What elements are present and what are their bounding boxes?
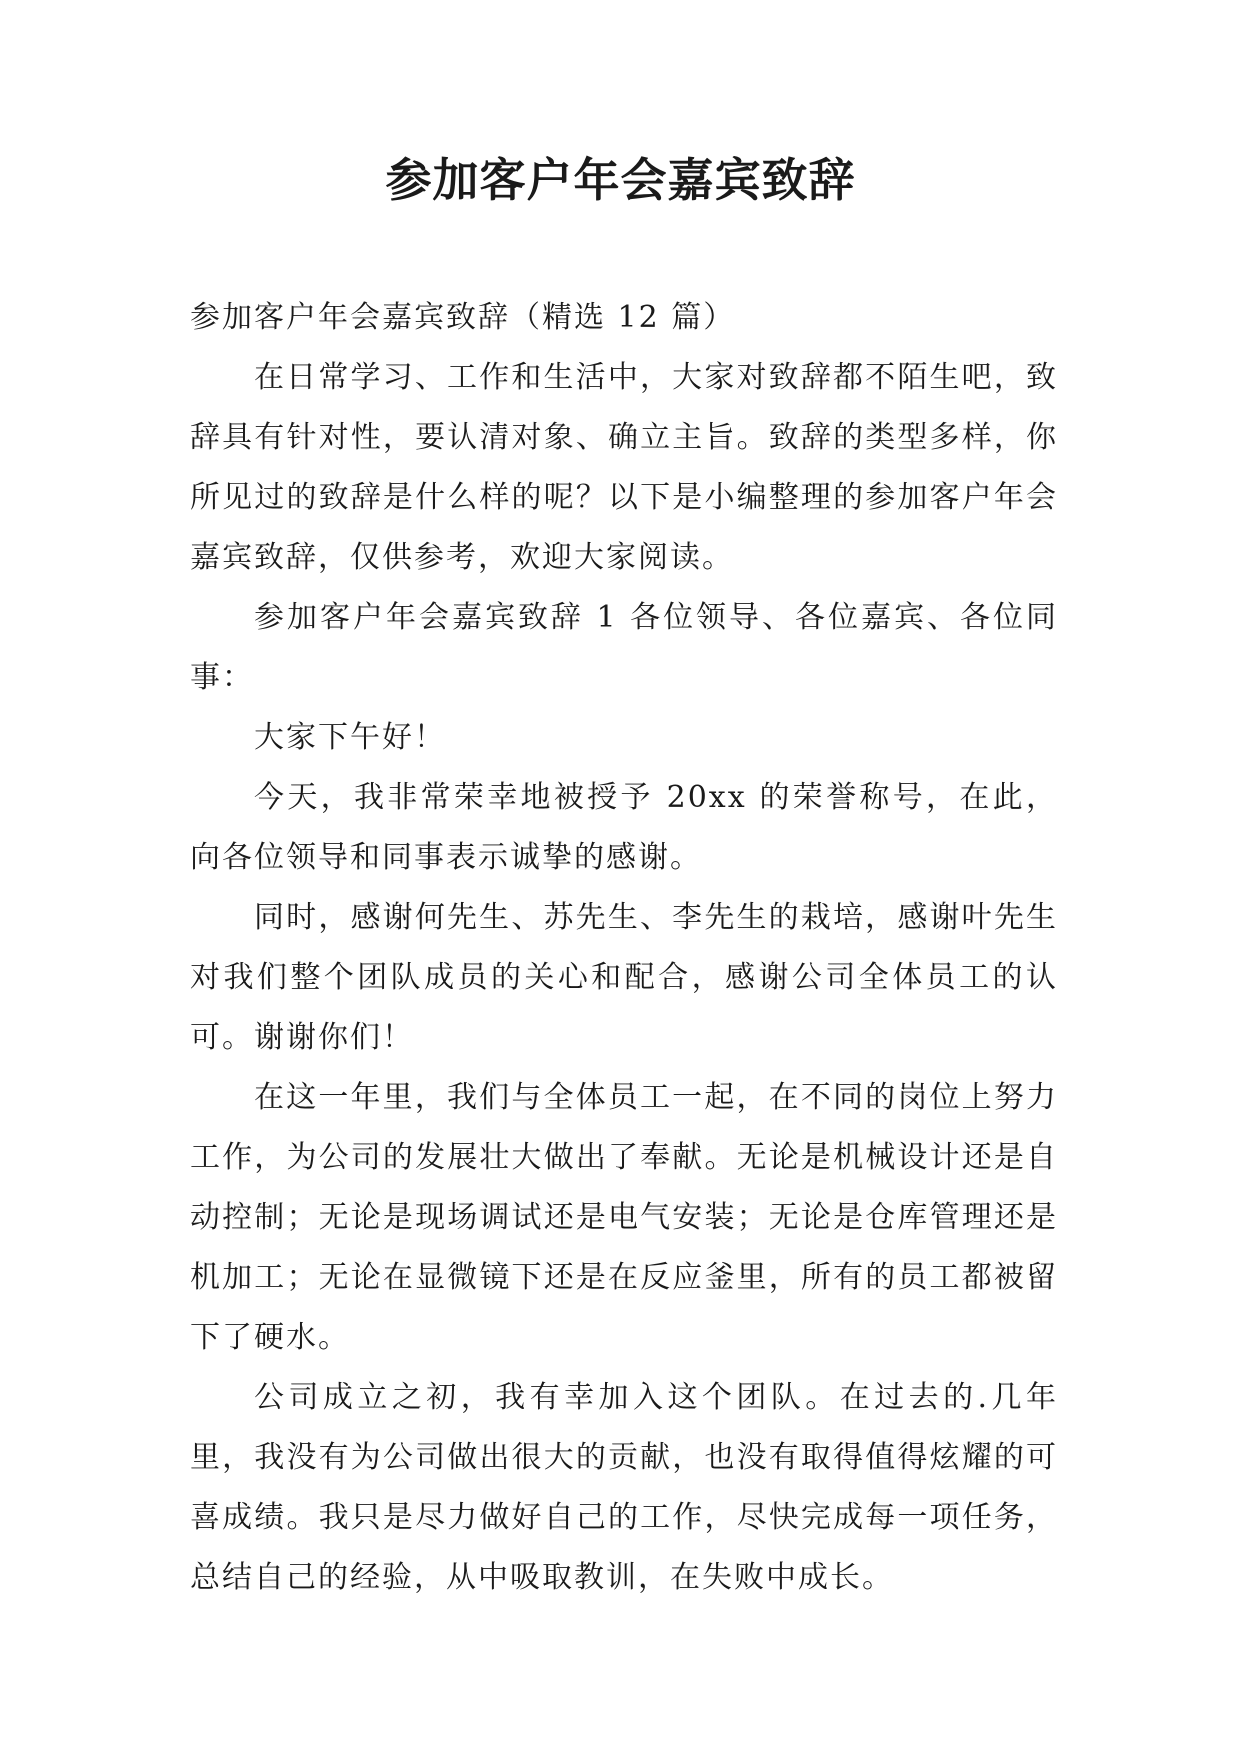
- paragraph-intro: 在日常学习、工作和生活中，大家对致辞都不陌生吧，致辞具有针对性，要认清对象、确立主旨。致辞的类型多样，你所见过的致辞是什么样的呢？以下是小编整理的参加客户年会嘉宾致辞，仅供参考，欢迎大家阅读。: [190, 360, 1058, 575]
- paragraph-thanks: 同时，感谢何先生、苏先生、李先生的栽培，感谢叶先生对我们整个团队成员的关心和配合，感谢公司全体员工的认可。谢谢你们！: [190, 900, 1058, 1055]
- paragraph-salutation: 参加客户年会嘉宾致辞 1 各位领导、各位嘉宾、各位同事：: [190, 600, 1058, 695]
- document-subtitle: 参加客户年会嘉宾致辞（精选 12 篇）: [190, 300, 736, 335]
- paragraph-founding: 公司成立之初，我有幸加入这个团队。在过去的.几年里，我没有为公司做出很大的贡献，也没有取得值得炫耀的可喜成绩。我只是尽力做好自己的工作，尽快完成每一项任务，总结自己的经验，从中吸取教训，在失败中成长。: [190, 1380, 1058, 1595]
- paragraph-honor: 今天，我非常荣幸地被授予 20xx 的荣誉称号，在此，向各位领导和同事表示诚挚的感谢。: [190, 780, 1058, 875]
- document-body: [190, 288, 1058, 1608]
- page-title: 参加客户年会嘉宾致辞: [385, 153, 856, 207]
- paragraph-year-review: 在这一年里，我们与全体员工一起，在不同的岗位上努力工作，为公司的发展壮大做出了奉献。无论是机械设计还是自动控制；无论是现场调试还是电气安装；无论是仓库管理还是机加工；无论在显微镜下还是在反应釜里，所有的员工都被留下了硬水。: [190, 1080, 1058, 1355]
- paragraph-greeting: 大家下午好！: [254, 720, 446, 755]
